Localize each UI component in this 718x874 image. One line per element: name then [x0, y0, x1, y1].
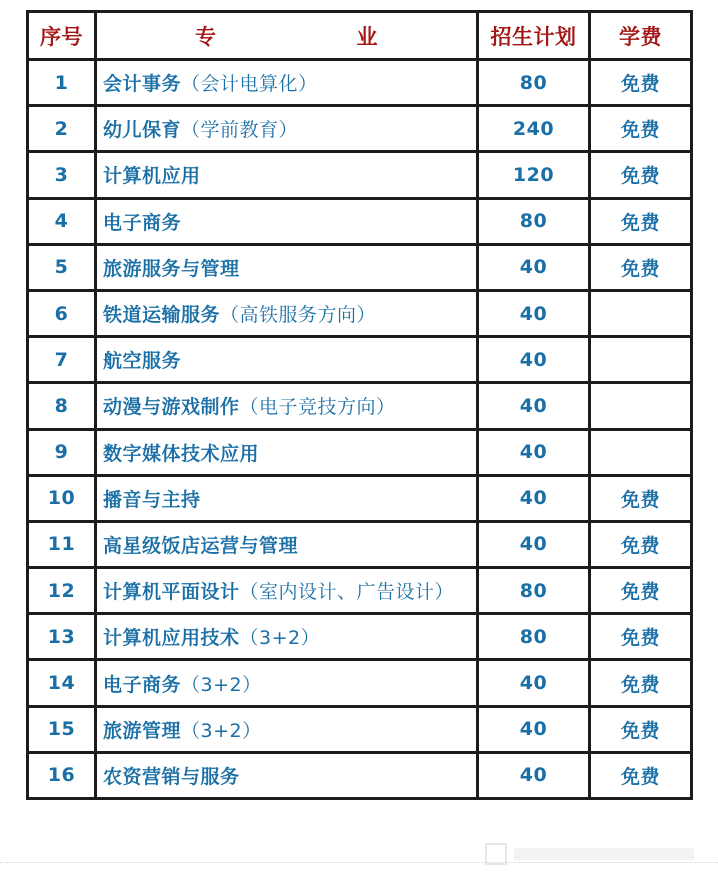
tuition-fee [590, 290, 692, 336]
table-row [28, 198, 692, 244]
header-major-char-2: 业 [356, 24, 378, 49]
enrollment-plan: 40 [478, 429, 590, 475]
admissions-table-container [26, 10, 690, 800]
major-name: 计算机应用技术 [103, 627, 240, 650]
row-number: 8 [28, 383, 96, 429]
tuition-fee [590, 337, 692, 383]
table-row [28, 475, 692, 521]
major-cell [96, 244, 478, 290]
major-cell [96, 106, 478, 152]
major-name: 动漫与游戏制作 [103, 396, 240, 419]
table-row [28, 106, 692, 152]
tuition-fee: 免费 [590, 475, 692, 521]
enrollment-plan: 40 [478, 752, 590, 798]
table-row [28, 290, 692, 336]
major-note: （会计电算化） [181, 73, 318, 96]
table-row [28, 614, 692, 660]
tuition-fee [590, 383, 692, 429]
major-cell [96, 429, 478, 475]
major-cell [96, 614, 478, 660]
header-major-spaced [97, 21, 476, 51]
enrollment-plan: 40 [478, 383, 590, 429]
tuition-fee: 免费 [590, 706, 692, 752]
header-fee: 学费 [590, 12, 692, 60]
admissions-table [26, 10, 693, 800]
table-row [28, 152, 692, 198]
enrollment-plan: 240 [478, 106, 590, 152]
table-row [28, 568, 692, 614]
major-cell [96, 198, 478, 244]
header-major-char-1: 专 [195, 24, 217, 49]
row-number: 1 [28, 60, 96, 106]
table-row [28, 706, 692, 752]
row-number: 13 [28, 614, 96, 660]
major-name: 播音与主持 [103, 488, 201, 511]
major-name: 航空服务 [103, 350, 182, 373]
major-name: 铁道运输服务 [103, 304, 221, 327]
major-cell [96, 337, 478, 383]
table-row [28, 521, 692, 567]
major-name: 数字媒体技术应用 [103, 442, 260, 465]
major-cell [96, 152, 478, 198]
header-plan: 招生计划 [478, 12, 590, 60]
major-note: （室内设计、广告设计） [239, 581, 455, 604]
row-number: 10 [28, 475, 96, 521]
table-row [28, 383, 692, 429]
major-name: 电子商务 [103, 211, 182, 234]
row-number: 16 [28, 752, 96, 798]
major-name: 电子商务 [103, 673, 182, 696]
tuition-fee: 免费 [590, 244, 692, 290]
major-cell [96, 706, 478, 752]
enrollment-plan: 40 [478, 706, 590, 752]
tuition-fee: 免费 [590, 60, 692, 106]
enrollment-plan: 40 [478, 521, 590, 567]
major-note: （高铁服务方向） [220, 304, 377, 327]
major-cell [96, 521, 478, 567]
major-note: （3+2） [239, 627, 321, 650]
enrollment-plan: 40 [478, 475, 590, 521]
table-row [28, 429, 692, 475]
tuition-fee: 免费 [590, 614, 692, 660]
major-note: （3+2） [181, 673, 262, 696]
major-cell [96, 290, 478, 336]
header-no: 序号 [28, 12, 96, 60]
row-number: 2 [28, 106, 96, 152]
major-note: （学前教育） [181, 119, 299, 142]
major-name: 旅游服务与管理 [103, 257, 240, 280]
enrollment-plan: 40 [478, 290, 590, 336]
table-row [28, 752, 692, 798]
table-row [28, 244, 692, 290]
table-body [28, 60, 692, 799]
major-cell [96, 568, 478, 614]
row-number: 5 [28, 244, 96, 290]
enrollment-plan: 80 [478, 60, 590, 106]
tuition-fee: 免费 [590, 660, 692, 706]
enrollment-plan: 80 [478, 198, 590, 244]
table-row [28, 660, 692, 706]
major-cell [96, 475, 478, 521]
enrollment-plan: 40 [478, 337, 590, 383]
table-row [28, 60, 692, 106]
row-number: 11 [28, 521, 96, 567]
enrollment-plan: 120 [478, 152, 590, 198]
major-name: 计算机应用 [103, 165, 201, 188]
major-cell [96, 752, 478, 798]
enrollment-plan: 80 [478, 568, 590, 614]
tuition-fee: 免费 [590, 106, 692, 152]
table-row [28, 337, 692, 383]
tuition-fee: 免费 [590, 752, 692, 798]
major-name: 农资营销与服务 [103, 765, 240, 788]
tuition-fee: 免费 [590, 568, 692, 614]
watermark-logo [484, 840, 704, 868]
major-name: 计算机平面设计 [103, 581, 240, 604]
row-number: 3 [28, 152, 96, 198]
major-name: 会计事务 [103, 73, 182, 96]
row-number: 6 [28, 290, 96, 336]
header-major [96, 12, 478, 60]
tuition-fee [590, 429, 692, 475]
major-cell [96, 60, 478, 106]
major-note: （电子竞技方向） [239, 396, 396, 419]
table-header [28, 12, 692, 60]
row-number: 4 [28, 198, 96, 244]
major-name: 旅游管理 [103, 719, 182, 742]
tuition-fee: 免费 [590, 152, 692, 198]
header-row [28, 12, 692, 60]
enrollment-plan: 40 [478, 660, 590, 706]
tuition-fee: 免费 [590, 198, 692, 244]
enrollment-plan: 80 [478, 614, 590, 660]
major-note: （3+2） [181, 719, 262, 742]
row-number: 12 [28, 568, 96, 614]
major-cell [96, 383, 478, 429]
major-name: 幼儿保育 [103, 119, 182, 142]
major-name: 高星级饭店运营与管理 [103, 534, 299, 557]
row-number: 7 [28, 337, 96, 383]
enrollment-plan: 40 [478, 244, 590, 290]
row-number: 9 [28, 429, 96, 475]
tuition-fee: 免费 [590, 521, 692, 567]
row-number: 15 [28, 706, 96, 752]
row-number: 14 [28, 660, 96, 706]
major-cell [96, 660, 478, 706]
